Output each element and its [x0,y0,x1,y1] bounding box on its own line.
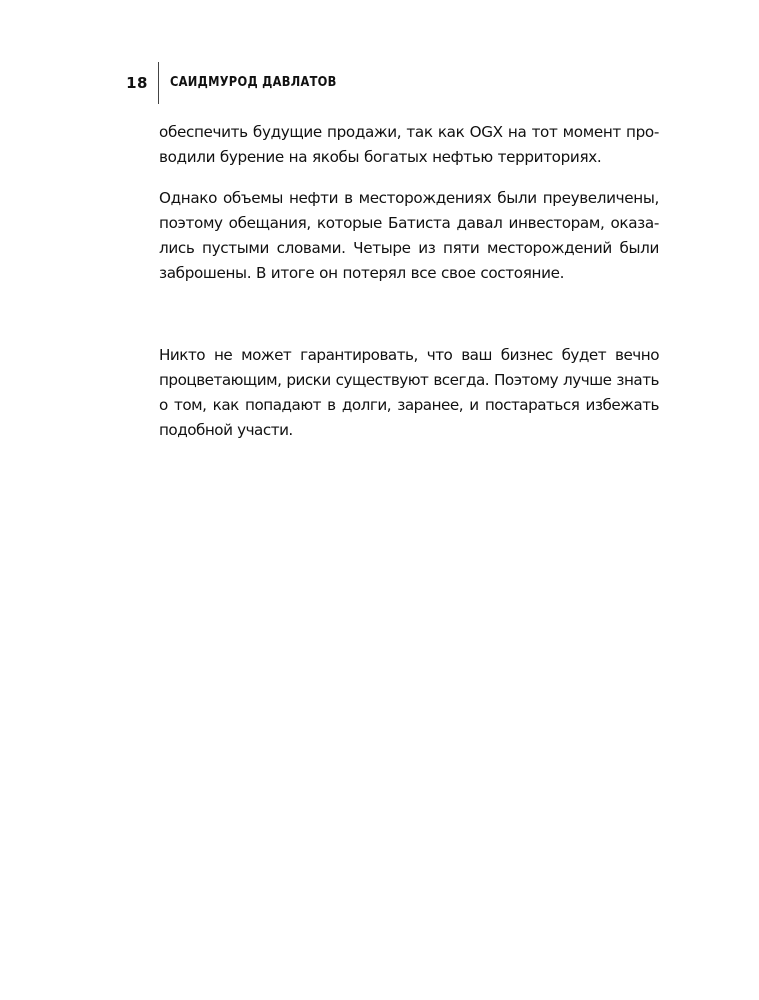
paragraph-3-line-4: подобной участи. [159,421,293,439]
paragraph-3 [159,343,659,443]
paragraph-2-line-1: Однако объемы нефти в месторождениях были преувеличены, [159,189,659,207]
page-body [159,120,659,443]
header-divider [158,62,159,104]
paragraph-3-line-2: процветающим, риски существуют всегда. Поэтому лучше знать [159,371,659,389]
paragraph-2 [159,186,659,286]
running-header [0,70,759,108]
paragraph-1-line-2: водили бурение на якобы богатых нефтью территориях. [159,148,602,166]
paragraph-2-line-2: поэтому обещания, которые Батиста давал инвесторам, оказа- [159,214,659,232]
page-number: 18 [126,74,148,92]
running-header-author: САИДМУРОД ДАВЛАТОВ [170,75,337,90]
paragraph-2-line-3: лись пустыми словами. Четыре из пяти месторождений были [159,239,659,257]
paragraph-1-line-1: обеспечить будущие продажи, так как OGX на тот момент про- [159,123,659,141]
paragraph-1 [159,120,659,170]
paragraph-3-line-3: о том, как попадают в долги, заранее, и постараться избежать [159,396,659,414]
paragraph-2-line-4: заброшены. В итоге он потерял все свое состояние. [159,264,565,282]
paragraph-3-line-1: Никто не может гарантировать, что ваш бизнес будет вечно [159,346,659,364]
